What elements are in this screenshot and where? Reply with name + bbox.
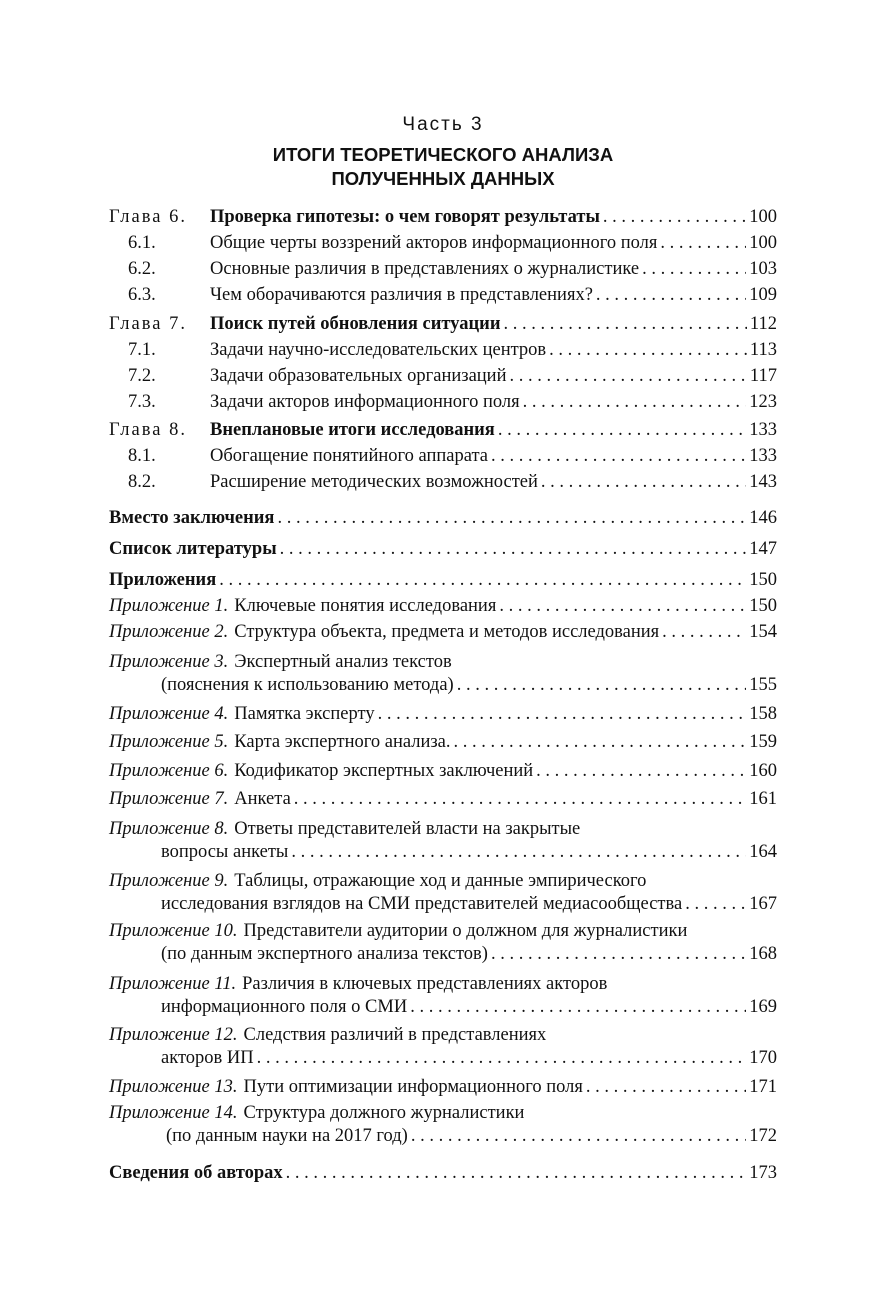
toc-page: 100 (749, 207, 777, 227)
toc-label: 8.2. (128, 472, 156, 492)
toc-page: 171 (749, 1077, 777, 1097)
toc-leader (662, 621, 746, 644)
toc-page: 173 (749, 1163, 777, 1183)
toc-section-7-3[interactable] (109, 391, 777, 414)
toc-appendix-7[interactable] (109, 788, 777, 811)
toc-page: 112 (749, 314, 777, 334)
toc-title: Памятка эксперту (234, 704, 375, 724)
toc-label: 6.2. (128, 259, 156, 279)
toc-title-continued: вопросы анкеты (161, 842, 289, 862)
toc-label: 7.3. (128, 392, 156, 412)
toc-leader (491, 943, 746, 966)
toc-title: Различия в ключевых представлениях акторов (242, 974, 608, 994)
toc-title: Вместо заключения (109, 508, 275, 528)
toc-chapter-8[interactable] (109, 419, 777, 442)
toc-appendix-8[interactable] (109, 818, 777, 864)
toc-leader (586, 1076, 746, 1099)
part-title-line-2: ПОЛУЧЕННЫХ ДАННЫХ (331, 168, 555, 189)
toc-authors[interactable] (109, 1162, 777, 1185)
toc-appendix-12[interactable] (109, 1024, 777, 1070)
toc-title: Список литературы (109, 539, 277, 559)
toc-page: 172 (749, 1126, 777, 1146)
toc-leader (541, 471, 746, 494)
toc-title: Следствия различий в представлениях (243, 1025, 547, 1045)
toc-title: Ответы представителей власти на закрытые (234, 819, 581, 839)
toc-page: 159 (749, 732, 777, 752)
toc-section-6-3[interactable] (109, 284, 777, 307)
toc-appendix-14[interactable] (109, 1102, 777, 1148)
toc-appendix-11[interactable] (109, 973, 777, 1019)
toc-leader (291, 841, 746, 864)
toc-page: 117 (749, 366, 777, 386)
toc-section-8-1[interactable] (109, 445, 777, 468)
toc-appendix-5[interactable] (109, 731, 777, 754)
toc-label: Приложение 3. (109, 652, 229, 672)
toc-page: 161 (749, 789, 777, 809)
toc-label: Приложение 12. (109, 1025, 238, 1045)
toc-leader (660, 232, 746, 255)
toc-leader (685, 893, 746, 916)
toc-title-continued: (по данным экспертного анализа текстов) (161, 944, 488, 964)
toc-title: Расширение методических возможностей (210, 472, 538, 492)
toc-label: 6.3. (128, 285, 156, 305)
toc-leader (454, 731, 747, 754)
toc-leader (499, 595, 746, 618)
toc-appendix-6[interactable] (109, 760, 777, 783)
toc-leader (642, 258, 746, 281)
toc-section-7-2[interactable] (109, 365, 777, 388)
toc-leader (596, 284, 746, 307)
toc-page: 167 (749, 894, 777, 914)
toc-title-continued: акторов ИП (161, 1048, 254, 1068)
toc-appendix-1[interactable] (109, 595, 777, 618)
toc-label: Приложение 7. (109, 789, 229, 809)
toc-title: Задачи научно-исследовательских центров (210, 340, 547, 360)
toc-leader (498, 419, 746, 442)
toc-label: Приложение 6. (109, 761, 229, 781)
toc-title: Кодификатор экспертных заключений (234, 761, 534, 781)
toc-page: 150 (749, 596, 777, 616)
toc-title: Представители аудитории о должном для журналистики (243, 921, 688, 941)
toc-label: 7.2. (128, 366, 156, 386)
toc-label: Приложение 5. (109, 732, 229, 752)
toc-section-6-2[interactable] (109, 258, 777, 281)
toc-page: 155 (749, 675, 777, 695)
toc-leader (378, 703, 747, 726)
toc-label: Приложение 1. (109, 596, 229, 616)
toc-label: 7.1. (128, 340, 156, 360)
toc-label: Приложение 13. (109, 1077, 238, 1097)
toc-leader (219, 569, 746, 592)
toc-appendix-10[interactable] (109, 920, 777, 966)
toc-title: Поиск путей обновления ситуации (210, 314, 501, 334)
toc-page: 150 (749, 570, 777, 590)
toc-title: Приложения (109, 570, 217, 590)
toc-label: Приложение 4. (109, 704, 229, 724)
toc-conclusion[interactable] (109, 507, 777, 530)
toc-title: Анкета (234, 789, 291, 809)
toc-title: Карта экспертного анализа. (234, 732, 451, 752)
toc-leader (294, 788, 746, 811)
toc-section-7-1[interactable] (109, 339, 777, 362)
toc-page: 123 (749, 392, 777, 412)
toc-leader (503, 313, 746, 336)
part-label: Часть 3 (402, 114, 484, 135)
toc-literature[interactable] (109, 538, 777, 561)
toc-title: Задачи образовательных организаций (210, 366, 507, 386)
toc-label: Приложение 9. (109, 871, 229, 891)
toc-leader (491, 445, 746, 468)
toc-label: Приложение 8. (109, 819, 229, 839)
toc-page: 147 (749, 539, 777, 559)
toc-leader (410, 996, 746, 1019)
toc-page: 170 (749, 1048, 777, 1068)
toc-label: Приложение 10. (109, 921, 238, 941)
toc-leader (286, 1162, 747, 1185)
toc-title: Сведения об авторах (109, 1163, 283, 1183)
toc-page: 168 (749, 944, 777, 964)
toc-page: 146 (749, 508, 777, 528)
toc-leader (549, 339, 747, 362)
toc-label: Глава 6. (109, 207, 187, 227)
toc-label: Глава 7. (109, 314, 187, 334)
toc-leader (603, 206, 746, 229)
toc-title: Ключевые понятия исследования (234, 596, 497, 616)
toc-title: Проверка гипотезы: о чем говорят результаты (210, 207, 600, 227)
toc-title: Пути оптимизации информационного поля (243, 1077, 583, 1097)
toc-chapter-7[interactable] (109, 313, 777, 336)
toc-chapter-6[interactable] (109, 206, 777, 229)
toc-label: 8.1. (128, 446, 156, 466)
toc-title: Общие черты воззрений акторов информационного поля (210, 233, 658, 253)
toc-label: Приложение 2. (109, 622, 229, 642)
toc-page: 100 (749, 233, 777, 253)
toc-leader (536, 760, 746, 783)
toc-page: 154 (749, 622, 777, 642)
part-title-line-1: ИТОГИ ТЕОРЕТИЧЕСКОГО АНАЛИЗА (272, 144, 614, 165)
toc-leader (277, 507, 746, 530)
toc-leader (457, 674, 747, 697)
toc-appendices[interactable] (109, 569, 777, 592)
toc-label: Приложение 11. (109, 974, 237, 994)
toc-page: 133 (749, 420, 777, 440)
toc-title: Обогащение понятийного аппарата (210, 446, 488, 466)
toc-leader (257, 1047, 747, 1070)
toc-title: Задачи акторов информационного поля (210, 392, 520, 412)
toc-page: 160 (749, 761, 777, 781)
toc-title: Чем оборачиваются различия в представлениях? (210, 285, 593, 305)
part-title (0, 143, 886, 191)
toc-leader (523, 391, 747, 414)
toc-title: Таблицы, отражающие ход и данные эмпирического (234, 871, 647, 891)
toc-label: Приложение 14. (109, 1103, 238, 1123)
toc-page: 164 (749, 842, 777, 862)
toc-title-continued: информационного поля о СМИ (161, 997, 408, 1017)
toc-section-6-1[interactable] (109, 232, 777, 255)
toc-label: 6.1. (128, 233, 156, 253)
toc-page: 143 (749, 472, 777, 492)
toc-title-continued: (пояснения к использованию метода) (161, 675, 454, 695)
toc-title: Внеплановые итоги исследования (210, 420, 495, 440)
toc-appendix-2[interactable] (109, 621, 777, 644)
toc-appendix-9[interactable] (109, 870, 777, 916)
toc-page: 169 (749, 997, 777, 1017)
toc-leader (411, 1125, 746, 1148)
toc-page: 158 (749, 704, 777, 724)
toc-page: 109 (749, 285, 777, 305)
toc-page: 133 (749, 446, 777, 466)
toc-appendix-4[interactable] (109, 703, 777, 726)
toc-title-continued: (по данным науки на 2017 год) (166, 1126, 408, 1146)
toc-title: Основные различия в представлениях о журналистике (210, 259, 640, 279)
toc-leader (509, 365, 746, 388)
toc-label: Глава 8. (109, 420, 187, 440)
toc-section-8-2[interactable] (109, 471, 777, 494)
toc-page: 103 (749, 259, 777, 279)
toc-appendix-3[interactable] (109, 651, 777, 697)
toc-page: 113 (749, 340, 777, 360)
toc-leader (280, 538, 747, 561)
toc-title: Структура должного журналистики (243, 1103, 525, 1123)
toc-title: Структура объекта, предмета и методов исследования (234, 622, 660, 642)
toc-title-continued: исследования взглядов на СМИ представителей медиасообщества (161, 894, 683, 914)
toc-title: Экспертный анализ текстов (234, 652, 452, 672)
toc-appendix-13[interactable] (109, 1076, 777, 1099)
